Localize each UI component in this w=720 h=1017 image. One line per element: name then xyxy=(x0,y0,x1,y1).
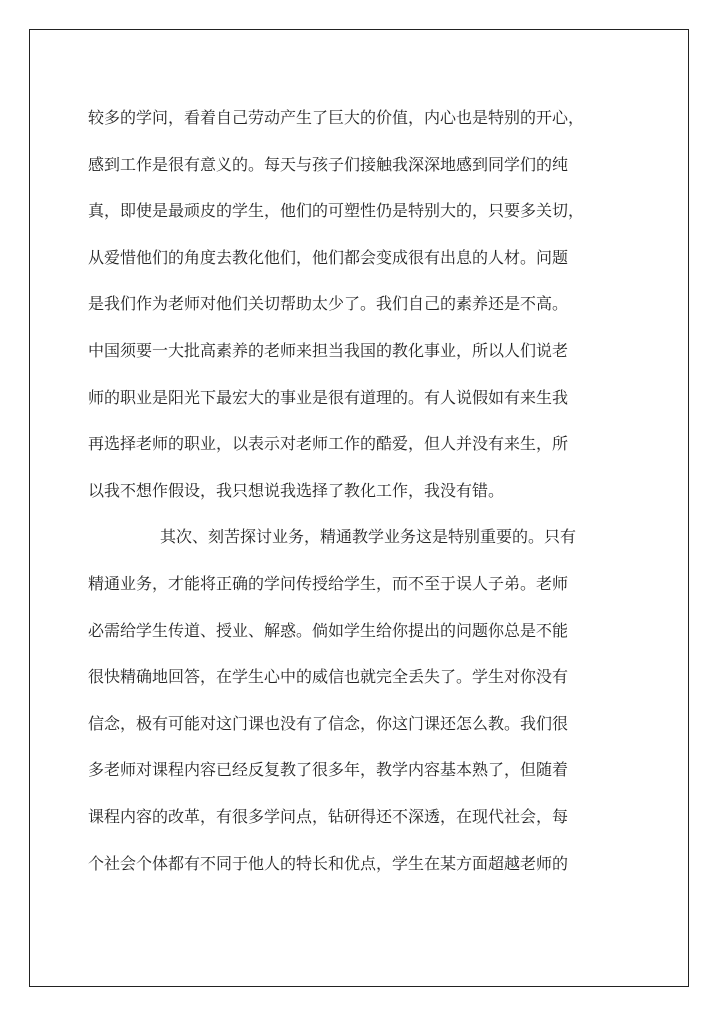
text-line: 感到工作是很有意义的。每天与孩子们接触我深深地感到同学们的纯 xyxy=(88,154,569,174)
text-line: 信念，极有可能对这门课也没有了信念，你这门课还怎么教。我们很 xyxy=(88,713,569,733)
text-line: 从爱惜他们的角度去教化他们，他们都会变成很有出息的人材。问题 xyxy=(88,247,569,267)
text-line: 个社会个体都有不同于他人的特长和优点，学生在某方面超越老师的 xyxy=(88,853,569,873)
text-line: 真，即使是最顽皮的学生，他们的可塑性仍是特别大的，只要多关切， xyxy=(88,201,585,221)
text-line: 中国须要一大批高素养的老师来担当我国的教化事业，所以人们说老 xyxy=(88,340,569,360)
text-line: 再选择老师的职业，以表示对老师工作的酷爱，但人并没有来生，所 xyxy=(88,434,569,454)
text-line: 较多的学问，看着自己劳动产生了巨大的价值，内心也是特别的开心， xyxy=(88,108,585,127)
text-line: 精通业务，才能将正确的学问传授给学生，而不至于误人子弟。老师 xyxy=(88,573,569,593)
text-line: 是我们作为老师对他们关切帮助太少了。我们自己的素养还是不高。 xyxy=(88,294,569,314)
text-line: 课程内容的改革，有很多学问点，钻研得还不深透，在现代社会，每 xyxy=(88,806,569,826)
text-line: 其次、刻苦探讨业务，精通教学业务这是特别重要的。只有 xyxy=(160,527,577,547)
text-line: 以我不想作假设，我只想说我选择了教化工作，我没有错。 xyxy=(88,480,505,500)
text-line: 师的职业是阳光下最宏大的事业是很有道理的。有人说假如有来生我 xyxy=(88,387,569,407)
text-line: 多老师对课程内容已经反复教了很多年，教学内容基本熟了，但随着 xyxy=(88,760,569,780)
text-line: 很快精确地回答，在学生心中的威信也就完全丢失了。学生对你没有 xyxy=(88,667,569,687)
text-line: 必需给学生传道、授业、解惑。倘如学生给你提出的问题你总是不能 xyxy=(88,620,569,640)
paragraph-2 xyxy=(88,514,633,887)
paragraph-1 xyxy=(88,95,633,514)
document-body xyxy=(88,95,633,887)
